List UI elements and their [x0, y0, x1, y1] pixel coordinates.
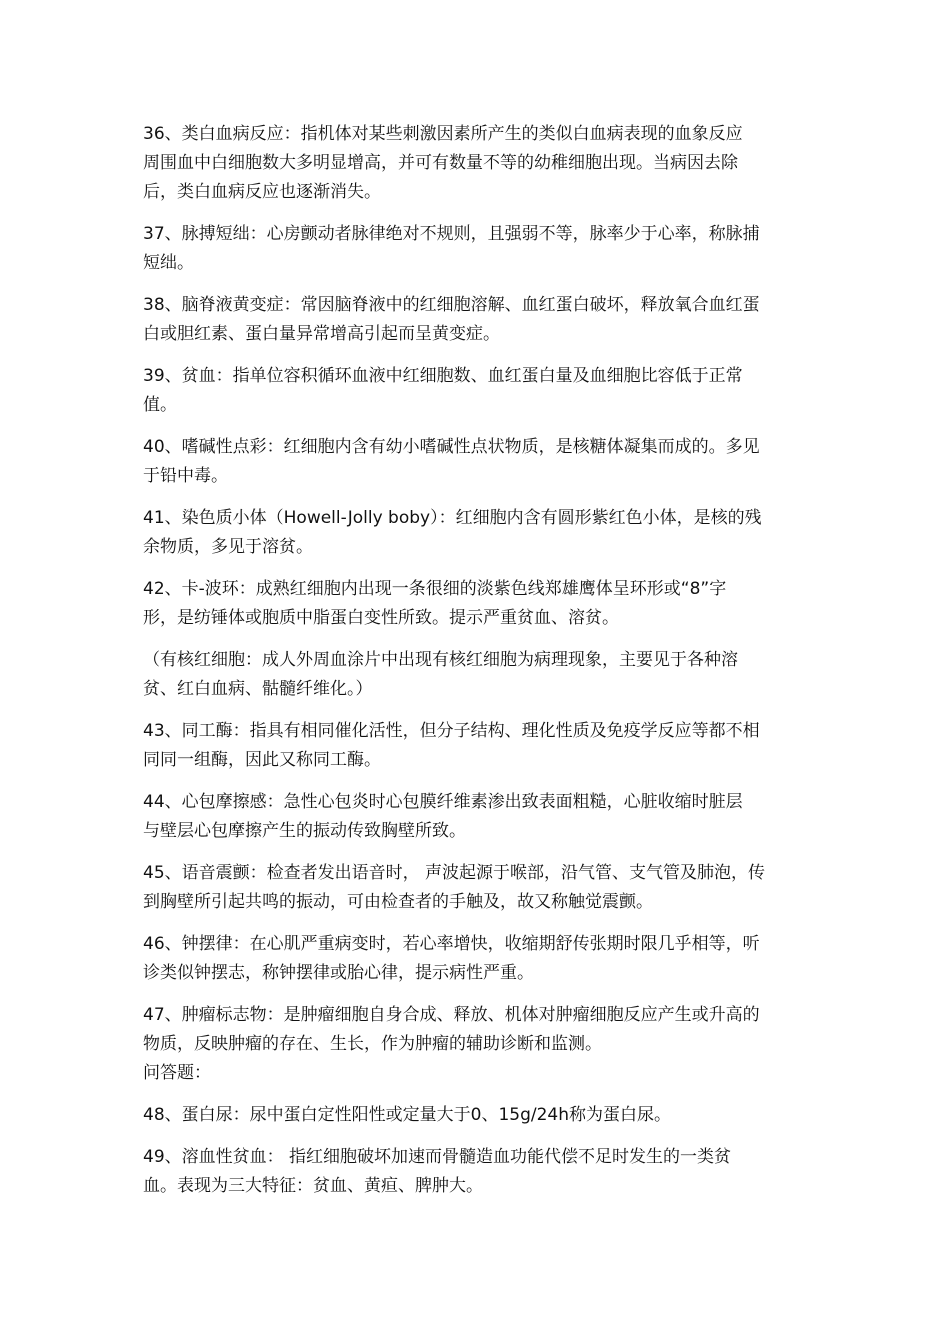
paragraph-38	[143, 291, 811, 349]
paragraph-45	[143, 859, 811, 917]
text-line: 46、钟摆律：在心肌严重病变时，若心率增快，收缩期舒传张期时限几乎相等，听	[143, 934, 760, 954]
text-line: 诊类似钟摆志，称钟摆律或胎心律，提示病性严重。	[143, 963, 534, 983]
text-line: 贫、红白血病、骷髓纤维化。）	[143, 679, 373, 699]
text-line: （有核红细胞：成人外周血涂片中出现有核红细胞为病理现象，主要见于各种溶	[143, 650, 738, 670]
paragraph-note	[143, 646, 811, 704]
paragraph-44	[143, 788, 811, 846]
text-line: 于铅中毒。	[143, 466, 228, 486]
text-line: 到胸壁所引起共鸣的振动，可由检查者的手触及，故又称触觉震颤。	[143, 892, 653, 912]
paragraph-48	[143, 1101, 811, 1130]
paragraph-37	[143, 220, 811, 278]
paragraph-47	[143, 1001, 811, 1059]
text-line: 与壁层心包摩擦产生的振动传致胸壁所致。	[143, 821, 466, 841]
text-line: 43、同工酶：指具有相同催化活性，但分子结构、理化性质及免疫学反应等都不相	[143, 721, 760, 741]
text-line: 短绌。	[143, 253, 194, 273]
text-line: 42、卡-波环：成熟红细胞内出现一条很细的淡紫色线郑雄鹰体呈环形或“8”字	[143, 579, 727, 599]
text-line: 36、类白血病反应：指机体对某些刺激因素所产生的类似白血病表现的血象反应	[143, 124, 743, 144]
text-line: 物质，反映肿瘤的存在、生长，作为肿瘤的辅助诊断和监测。	[143, 1034, 602, 1054]
text-line: 39、贫血：指单位容积循环血液中红细胞数、血红蛋白量及血细胞比容低于正常	[143, 366, 743, 386]
paragraph-36	[143, 120, 811, 207]
text-line: 47、肿瘤标志物：是肿瘤细胞自身合成、释放、机体对肿瘤细胞反应产生或升高的	[143, 1005, 760, 1025]
document-page	[143, 120, 811, 1214]
text-line: 44、心包摩擦感：急性心包炎时心包膜纤维素渗出致表面粗糙，心脏收缩时脏层	[143, 792, 743, 812]
paragraph-39	[143, 362, 811, 420]
paragraph-40	[143, 433, 811, 491]
section-heading: 问答题：	[143, 1063, 211, 1083]
text-line: 41、染色质小体（Howell-Jolly boby）：红细胞内含有圆形紫红色小体，是核的残	[143, 508, 762, 528]
text-line: 38、脑脊液黄变症：常因脑脊液中的红细胞溶解、血红蛋白破坏，释放氧合血红蛋	[143, 295, 760, 315]
text-line: 后，类白血病反应也逐渐消失。	[143, 182, 381, 202]
text-line: 血。表现为三大特征：贫血、黄疸、脾肿大。	[143, 1176, 483, 1196]
text-line: 值。	[143, 395, 177, 415]
paragraph-41	[143, 504, 811, 562]
text-line: 48、蛋白尿：尿中蛋白定性阳性或定量大于0、15g/24h称为蛋白尿。	[143, 1105, 672, 1125]
text-line: 同同一组酶，因此又称同工酶。	[143, 750, 381, 770]
text-line: 37、脉搏短绌：心房颤动者脉律绝对不规则，且强弱不等，脉率少于心率，称脉捕	[143, 224, 760, 244]
text-line: 余物质，多见于溶贫。	[143, 537, 313, 557]
text-line: 白或胆红素、蛋白量异常增高引起而呈黄变症。	[143, 324, 500, 344]
paragraph-43	[143, 717, 811, 775]
paragraph-46	[143, 930, 811, 988]
text-line: 形，是纺锤体或胞质中脂蛋白变性所致。提示严重贫血、溶贫。	[143, 608, 619, 628]
text-line: 40、嗜碱性点彩：红细胞内含有幼小嗜碱性点状物质，是核糖体凝集而成的。多见	[143, 437, 760, 457]
paragraph-49	[143, 1143, 811, 1201]
text-line: 45、语音震颤：检查者发出语音时， 声波起源于喉部，沿气管、支气管及肺泡，传	[143, 863, 766, 883]
text-line: 周围血中白细胞数大多明显增高，并可有数量不等的幼稚细胞出现。当病因去除	[143, 153, 738, 173]
paragraph-42	[143, 575, 811, 633]
text-line: 49、溶血性贫血： 指红细胞破坏加速而骨髓造血功能代偿不足时发生的一类贫	[143, 1147, 732, 1167]
